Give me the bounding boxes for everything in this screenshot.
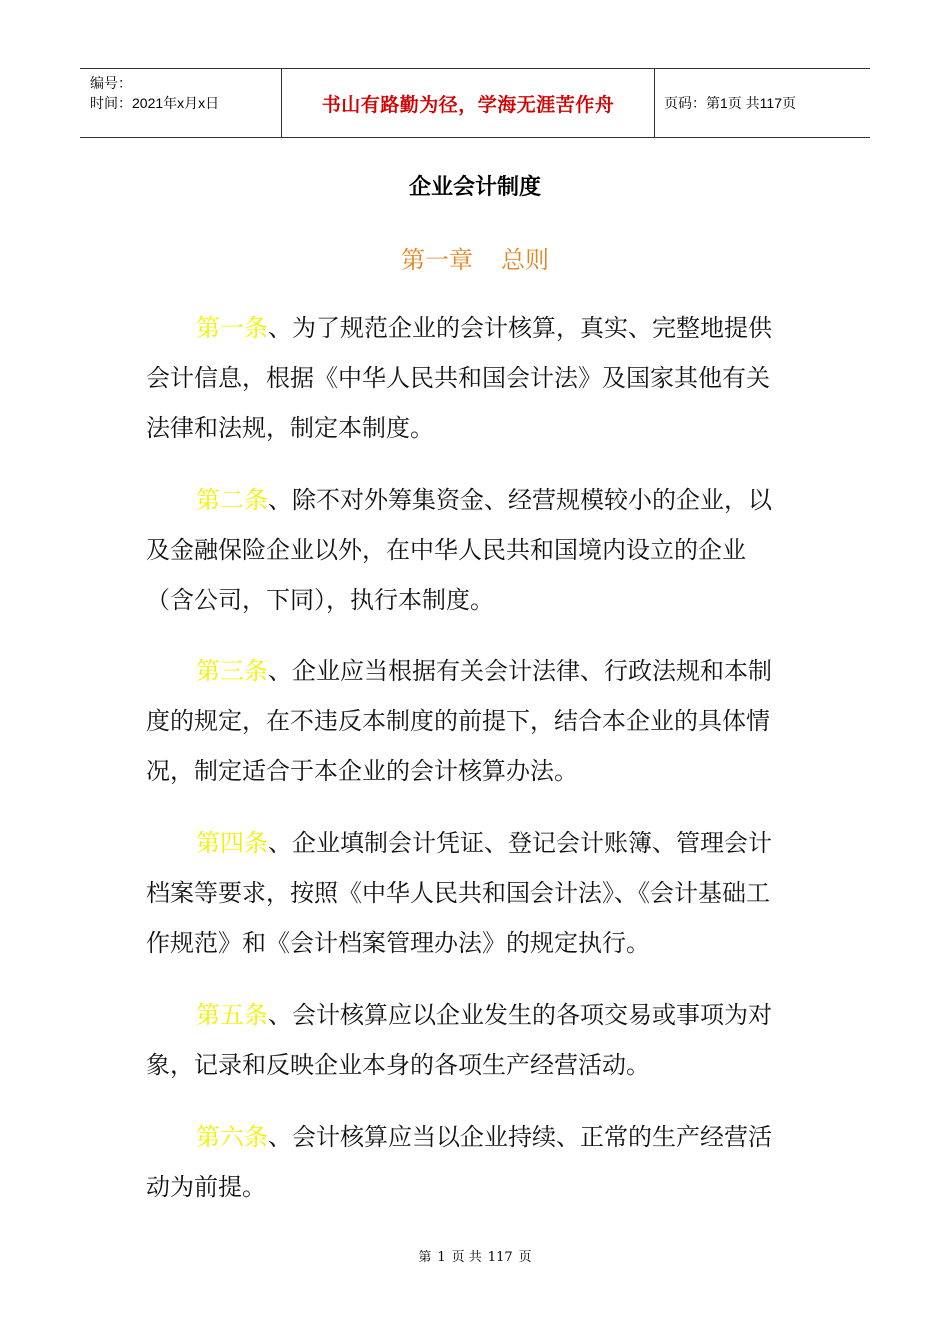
article-text: 、为了规范企业的会计核算，真实、完整地提供会计信息，根据《中华人民共和国会计法》及国家其他有关法律和法规，制定本制度。 [146,314,772,442]
article-4 [146,818,786,968]
header-meta [80,69,281,137]
chapter-heading [0,240,950,275]
header-page-info: 页码：第1页 共117页 [664,95,796,111]
document-header [80,68,870,138]
article-text: 、企业应当根据有关会计法律、行政法规和本制度的规定，在不违反本制度的前提下，结合本企业的具体情况，制定适合于本企业的会计核算办法。 [146,657,772,785]
footer-mid: 页 共 [451,1250,482,1265]
article-text: 、除不对外筹集资金、经营规模较小的企业，以及金融保险企业以外，在中华人民共和国境内设立的企业（含公司，下同），执行本制度。 [146,486,772,614]
article-label: 第一条 [196,314,268,342]
article-label: 第五条 [196,1001,268,1029]
article-1 [146,303,786,453]
article-5 [146,990,786,1090]
time-label: 时间：2021年x月x日 [90,95,220,111]
header-motto: 书山有路勤为径，学海无涯苦作舟 [281,69,655,137]
footer-suffix: 页 [518,1250,532,1265]
article-3 [146,646,786,796]
article-label: 第四条 [196,829,268,857]
chapter-number: 第一章 [401,246,473,274]
article-6 [146,1112,786,1212]
page-footer [0,1246,950,1265]
article-2 [146,475,786,625]
article-label: 第六条 [196,1123,268,1151]
footer-prefix: 第 [418,1250,432,1265]
article-text: 、企业填制会计凭证、登记会计账簿、管理会计档案等要求，按照《中华人民共和国会计法》、《会计基础工作规范》和《会计档案管理办法》的规定执行。 [146,829,772,957]
article-label: 第二条 [196,486,268,514]
chapter-name: 总则 [501,246,549,274]
article-text: 、会计核算应当以企业持续、正常的生产经营活动为前提。 [146,1123,772,1201]
footer-total: 117 [487,1250,513,1265]
article-text: 、会计核算应以企业发生的各项交易或事项为对象，记录和反映企业本身的各项生产经营活动。 [146,1001,772,1079]
number-label: 编号： [90,75,132,91]
document-title: 企业会计制度 [408,175,541,200]
footer-page: 1 [437,1250,446,1265]
article-label: 第三条 [196,657,268,685]
